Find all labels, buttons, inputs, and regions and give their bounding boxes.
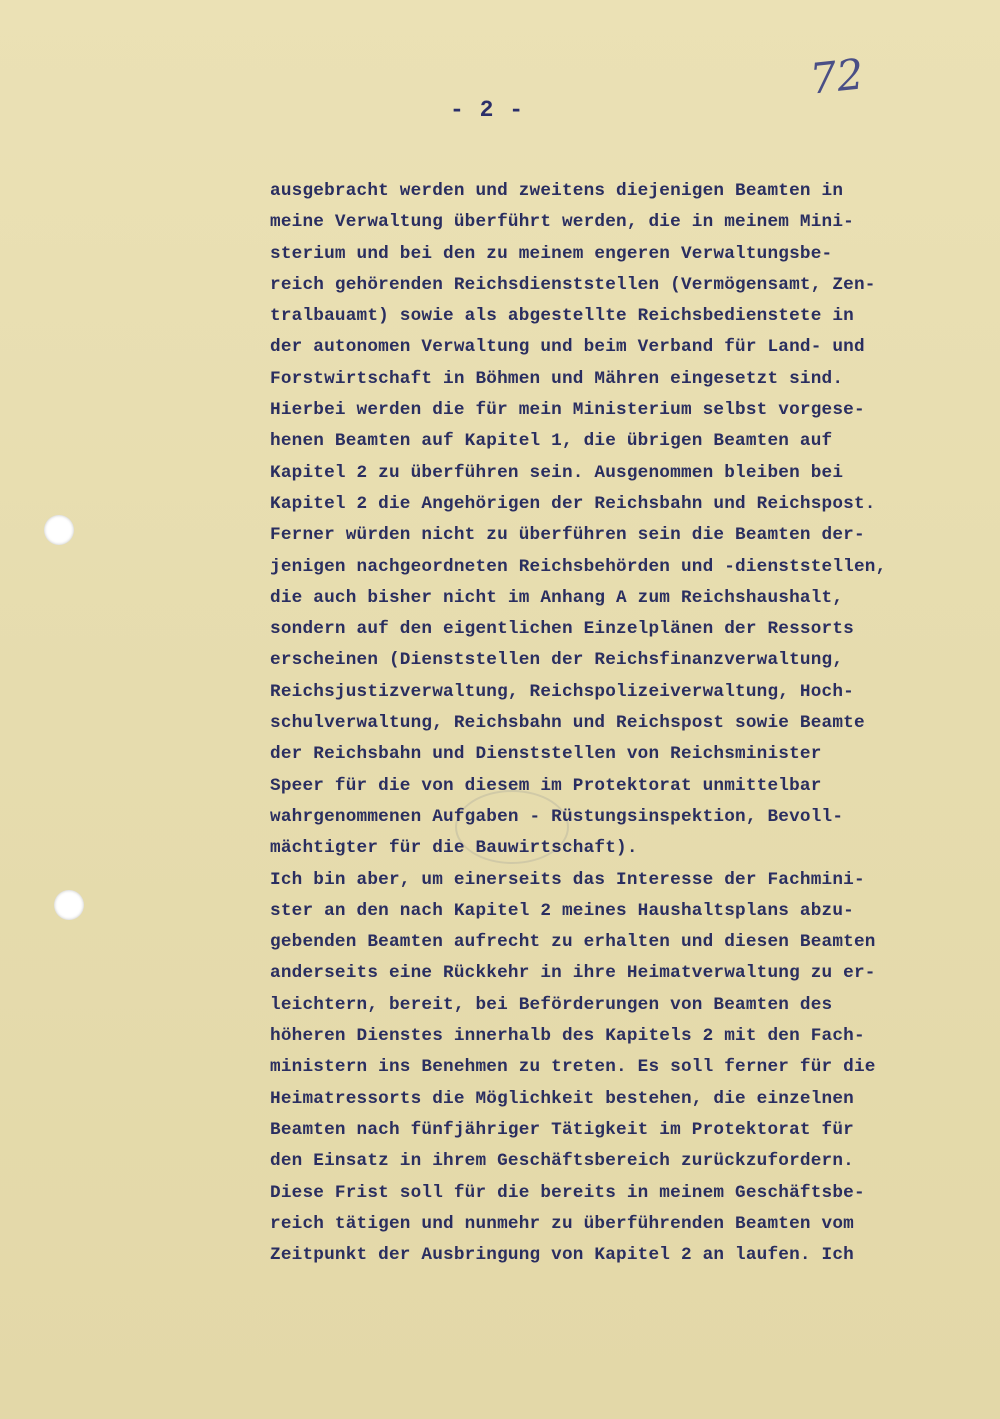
text-line: der autonomen Verwaltung und beim Verband für Land- und [270, 337, 865, 358]
text-line: erscheinen (Dienststellen der Reichsfinanzverwaltung, [270, 650, 844, 671]
text-line: ster an den nach Kapitel 2 meines Haushaltsplans abzu- [270, 900, 854, 921]
text-line: jenigen nachgeordneten Reichsbehörden und -dienststellen, [270, 556, 887, 577]
text-line: meine Verwaltung überführt werden, die in meinem Mini- [270, 212, 854, 233]
text-line: ausgebracht werden und zweitens diejenigen Beamten in [270, 181, 844, 201]
punch-hole-bottom [54, 890, 84, 920]
text-line: Ich bin aber, um einerseits das Interesse der Fachmini- [270, 869, 865, 890]
text-line: den Einsatz in ihrem Geschäftsbereich zurückzufordern. [270, 1151, 854, 1172]
text-line: Heimatressorts die Möglichkeit bestehen, die einzelnen [270, 1088, 854, 1109]
text-line: mächtigter für die Bauwirtschaft). [270, 838, 638, 859]
text-line: die auch bisher nicht im Anhang A zum Reichshaushalt, [270, 587, 844, 608]
text-line: schulverwaltung, Reichsbahn und Reichspost sowie Beamte [270, 713, 865, 734]
text-line: der Reichsbahn und Dienststellen von Reichsminister [270, 744, 822, 765]
text-line: Kapitel 2 zu überführen sein. Ausgenommen bleiben bei [270, 462, 844, 483]
punch-hole-top [44, 515, 74, 545]
text-line: reich gehörenden Reichsdienststellen (Vermögensamt, Zen- [270, 274, 876, 295]
text-line: Hierbei werden die für mein Ministerium selbst vorgese- [270, 400, 865, 421]
page-number: - 2 - [449, 97, 524, 123]
text-line: anderseits eine Rückkehr in ihre Heimatverwaltung zu er- [270, 963, 876, 984]
text-line: Diese Frist soll für die bereits in meinem Geschäftsbe- [270, 1182, 865, 1203]
text-line: wahrgenommenen Aufgaben - Rüstungsinspektion, Bevoll- [270, 806, 844, 827]
text-line: Reichsjustizverwaltung, Reichspolizeiverwaltung, Hoch- [270, 681, 854, 702]
text-line: reich tätigen und nunmehr zu überführenden Beamten vom [270, 1213, 854, 1234]
text-line: henen Beamten auf Kapitel 1, die übrigen Beamten auf [270, 431, 833, 452]
text-line: gebenden Beamten aufrecht zu erhalten und diesen Beamten [270, 932, 876, 953]
text-line: Zeitpunkt der Ausbringung von Kapitel 2 an laufen. Ich [270, 1245, 854, 1266]
text-line: Kapitel 2 die Angehörigen der Reichsbahn und Reichspost. [270, 493, 876, 514]
text-line: tralbauamt) sowie als abgestellte Reichsbedienstete in [270, 306, 854, 327]
text-line: höheren Dienstes innerhalb des Kapitels 2 mit den Fach- [270, 1026, 865, 1047]
text-line: sondern auf den eigentlichen Einzelplänen der Ressorts [270, 619, 854, 640]
typewritten-body-text [270, 176, 975, 1271]
text-line: Forstwirtschaft in Böhmen und Mähren eingesetzt sind. [270, 368, 844, 389]
text-line: sterium und bei den zu meinem engeren Verwaltungsbe- [270, 243, 833, 264]
handwritten-folio-number: 72 [807, 49, 866, 104]
text-line: Speer für die von diesem im Protektorat unmittelbar [270, 775, 822, 796]
text-line: Beamten nach fünfjähriger Tätigkeit im Protektorat für [270, 1119, 854, 1140]
text-line: leichtern, bereit, bei Beförderungen von Beamten des [270, 994, 833, 1015]
text-line: ministern ins Benehmen zu treten. Es soll ferner für die [270, 1057, 876, 1078]
text-line: Ferner würden nicht zu überführen sein die Beamten der- [270, 525, 865, 546]
